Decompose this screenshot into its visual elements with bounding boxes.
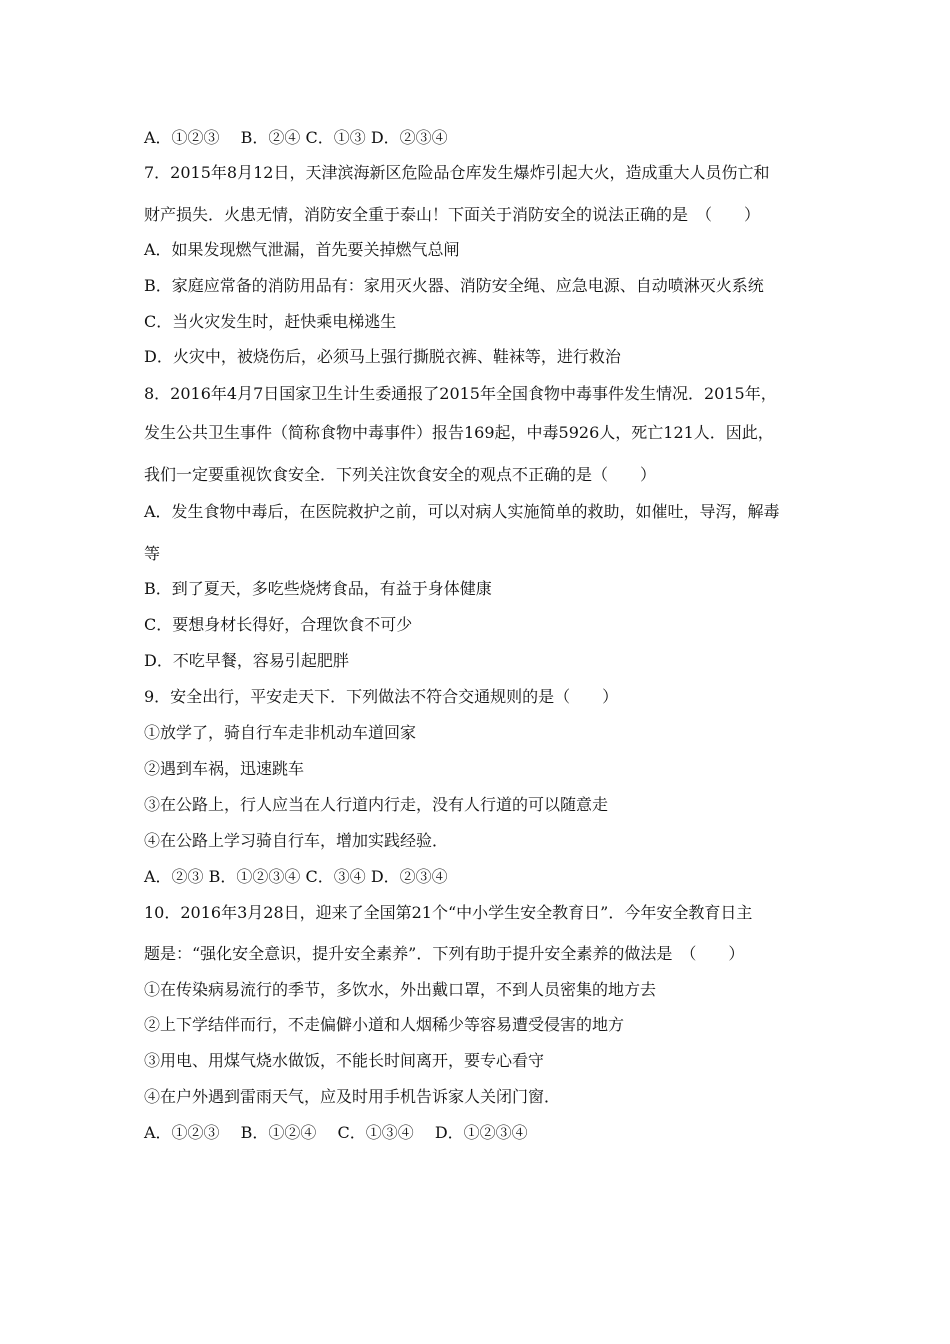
q10-item-4: ④在户外遇到雷雨天气，应及时用手机告诉家人关闭门窗． <box>144 1087 561 1106</box>
q10-item-2: ②上下学结伴而行，不走偏僻小道和人烟稀少等容易遭受侵害的地方 <box>144 1015 625 1034</box>
q8-stem-line-2: 发生公共卫生事件（简称食物中毒事件）报告169起，中毒5926人，死亡121人．因此， <box>144 423 774 442</box>
q10-stem-line-2: 题是：“强化安全意识，提升安全素养”．下列有助于提升安全素养的做法是 （ ） <box>144 944 745 963</box>
q9-item-4: ④在公路上学习骑自行车，增加实践经验． <box>144 831 449 850</box>
q7-option-b: B．家庭应常备的消防用品有：家用灭火器、消防安全绳、应急电源、自动喷淋灭火系统 <box>144 276 764 295</box>
q7-option-a: A．如果发现燃气泄漏，首先要关掉燃气总闸 <box>144 240 460 259</box>
q8-option-a: A．发生食物中毒后，在医院救护之前，可以对病人实施简单的救助，如催吐，导泻，解毒 <box>144 502 780 521</box>
q9-item-2: ②遇到车祸，迅速跳车 <box>144 759 305 778</box>
q10-stem-line-1: 10．2016年3月28日，迎来了全国第21个“中小学生安全教育日”．今年安全教育日主 <box>144 903 753 922</box>
q8-option-c: C．要想身材长得好，合理饮食不可少 <box>144 615 413 634</box>
q8-stem-line-1: 8．2016年4月7日国家卫生计生委通报了2015年全国食物中毒事件发生情况．2015年， <box>144 384 777 403</box>
q9-stem: 9．安全出行，平安走天下．下列做法不符合交通规则的是（ ） <box>144 687 619 706</box>
q8-stem-line-3: 我们一定要重视饮食安全．下列关注饮食安全的观点不正确的是（ ） <box>144 465 657 484</box>
q7-option-d: D．火灾中，被烧伤后，必须马上强行撕脱衣裤、鞋袜等，进行救治 <box>144 347 621 366</box>
q10-item-1: ①在传染病易流行的季节，多饮水，外出戴口罩，不到人员密集的地方去 <box>144 980 657 999</box>
q7-stem-line-1: 7．2015年8月12日，天津滨海新区危险品仓库发生爆炸引起大火，造成重大人员伤亡和 <box>144 163 770 182</box>
q8-option-a-continued: 等 <box>144 544 161 563</box>
q6-options-line: A．①②③ B．②④ C．①③ D．②③④ <box>144 128 448 147</box>
q7-option-c: C．当火灾发生时，赶快乘电梯逃生 <box>144 312 397 331</box>
q9-item-1: ①放学了，骑自行车走非机动车道回家 <box>144 723 417 742</box>
q10-options-line: A．①②③ B．①②④ C．①③④ D．①②③④ <box>144 1123 528 1142</box>
q10-item-3: ③用电、用煤气烧水做饭，不能长时间离开，要专心看守 <box>144 1051 545 1070</box>
q8-option-d: D．不吃早餐，容易引起肥胖 <box>144 651 349 670</box>
q8-option-b: B．到了夏天，多吃些烧烤食品，有益于身体健康 <box>144 579 492 598</box>
q9-item-3: ③在公路上，行人应当在人行道内行走，没有人行道的可以随意走 <box>144 795 609 814</box>
q7-stem-line-2: 财产损失．火患无情，消防安全重于泰山！下面关于消防安全的说法正确的是 （ ） <box>144 205 761 224</box>
q9-options-line: A．②③ B．①②③④ C．③④ D．②③④ <box>144 867 448 886</box>
